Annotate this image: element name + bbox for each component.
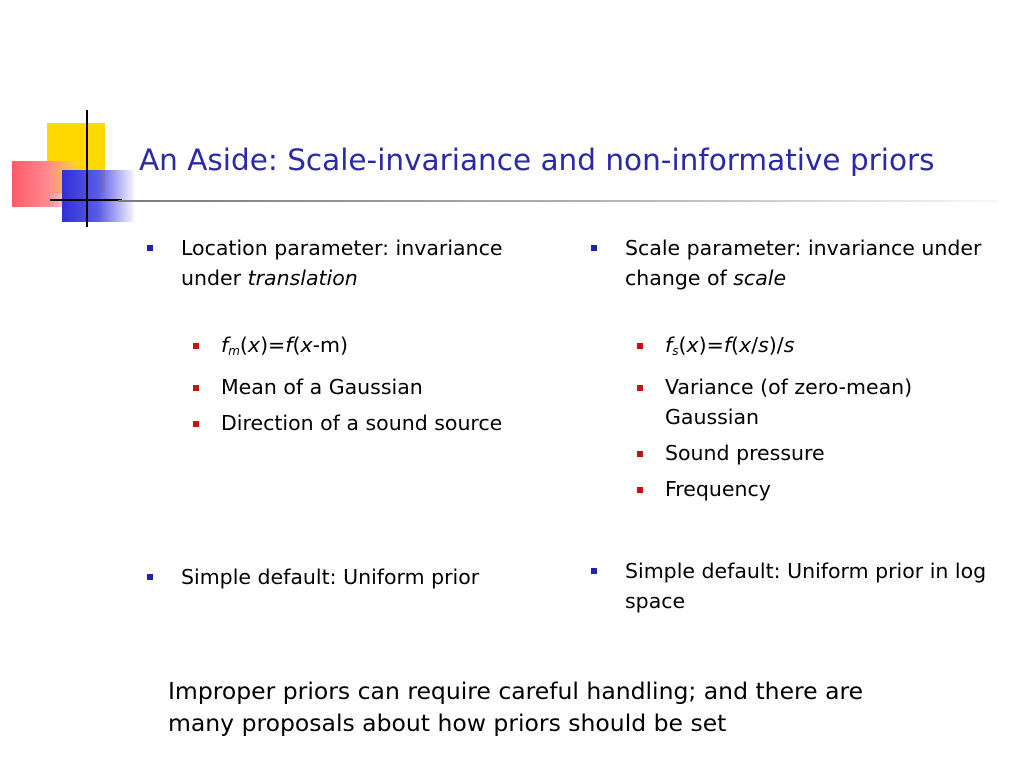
list-item: Direction of a sound source: [191, 408, 565, 438]
location-default-bullet: Simple default: Uniform prior: [145, 562, 565, 592]
list-item: Mean of a Gaussian: [191, 372, 565, 402]
list-item: Variance (of zero-mean) Gaussian: [635, 372, 965, 432]
scale-default-bullet: Simple default: Uniform prior in log space: [589, 556, 995, 616]
scale-formula-bullet: $f_s(x)=f(x/s)/s$: [635, 330, 1009, 366]
blue-square-decoration: [62, 170, 134, 222]
bullet-emphasis: scale: [733, 266, 787, 290]
bullet-text: Scale parameter: invariance under change of: [625, 236, 982, 290]
location-parameter-bullet: [145, 233, 565, 293]
slide-logo-decoration: [0, 0, 140, 240]
title-underline: [118, 200, 998, 202]
list-item: Frequency: [635, 474, 1009, 504]
location-formula-bullet: $f_m(x)=f(x-m)$: [191, 330, 565, 366]
footer-note: Improper priors can require careful handling; and there are many proposals about how priors should be set: [168, 677, 864, 737]
scale-parameter-bullet: [589, 233, 1009, 293]
bullet-emphasis: translation: [247, 266, 358, 290]
right-column: [589, 233, 1009, 616]
left-column: [145, 233, 565, 592]
slide-title: An Aside: Scale-invariance and non-informative priors: [139, 143, 935, 177]
vertical-line-decoration: [86, 110, 88, 227]
bullet-text: Location parameter: invariance under: [181, 236, 503, 290]
list-item: Sound pressure: [635, 438, 1009, 468]
horizontal-line-decoration: [50, 199, 122, 201]
